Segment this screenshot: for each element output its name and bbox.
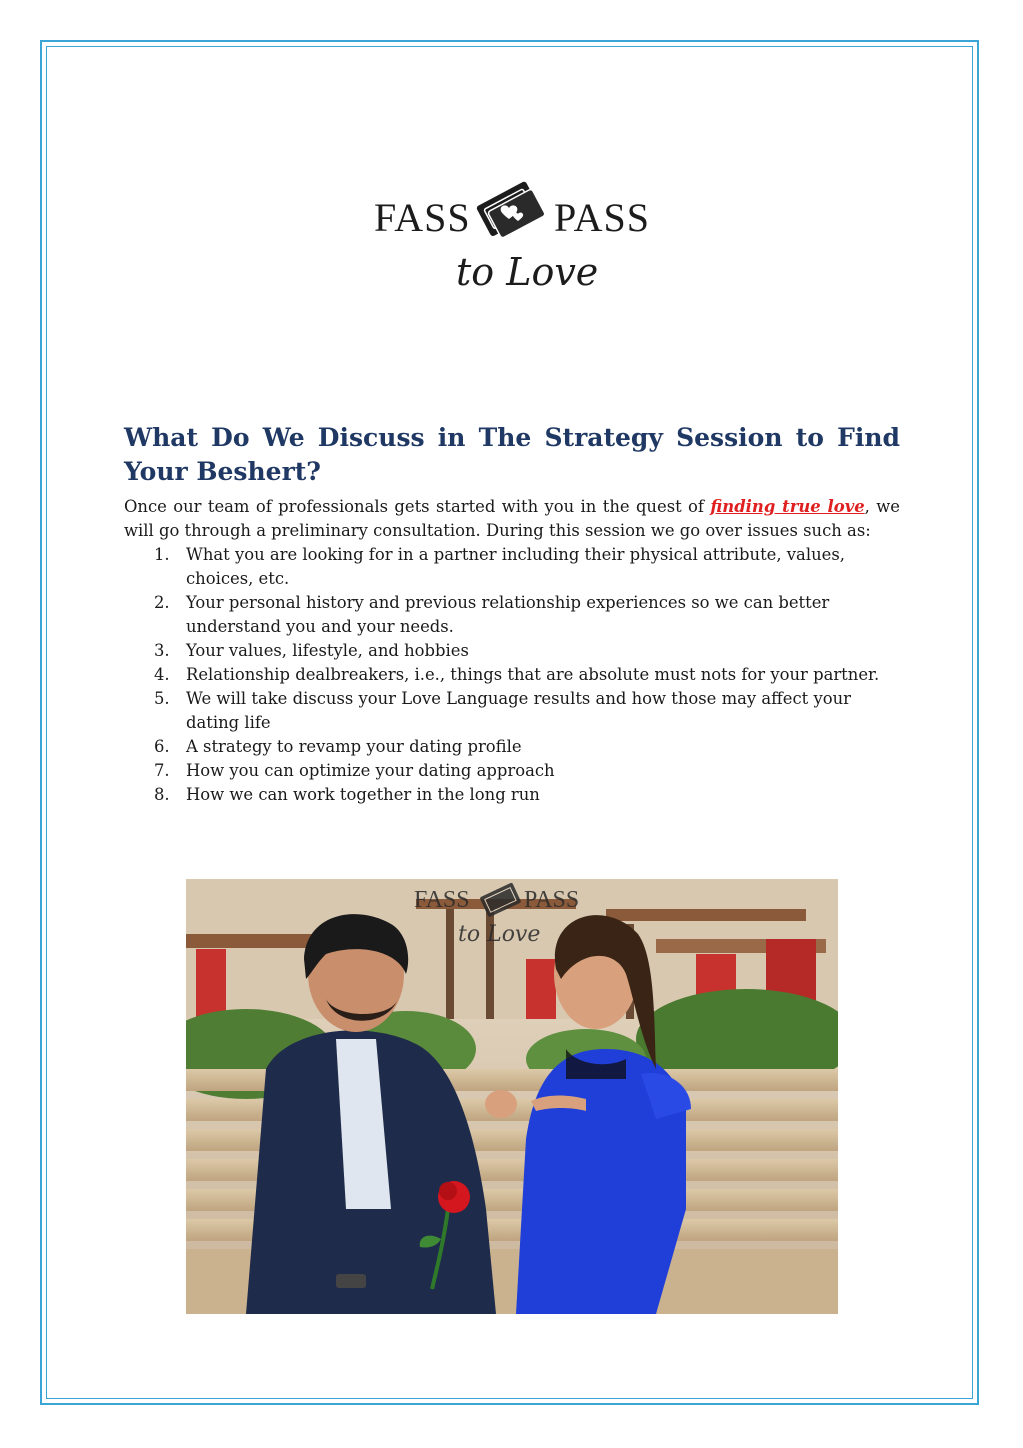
list-item <box>124 735 900 759</box>
fass-pass-logo <box>372 176 652 308</box>
intro-paragraph <box>124 495 900 543</box>
list-item-text: How we can work together in the long run <box>186 785 540 804</box>
finding-true-love-link[interactable]: finding true love <box>710 497 865 516</box>
list-item-number: 8. <box>154 785 170 804</box>
ticket-hearts-icon <box>476 178 550 244</box>
list-item-text: We will take discuss your Love Language results and how those may affect your dating life <box>186 689 851 732</box>
logo-script-to-love: to Love <box>456 250 599 294</box>
list-item <box>124 591 900 639</box>
list-item-number: 2. <box>154 593 170 612</box>
list-item <box>124 759 900 783</box>
watermark-script: to Love <box>458 922 541 947</box>
intro-text-before: Once our team of professionals gets started with you in the quest of <box>124 497 711 516</box>
list-item-number: 6. <box>154 737 170 756</box>
list-item <box>124 543 900 591</box>
intro-text-after: , we will go through a preliminary consultation. During this session we go over issues such as: <box>124 497 900 540</box>
list-item-number: 3. <box>154 641 170 660</box>
logo-word-fass: FASS <box>374 195 471 240</box>
list-item <box>124 639 900 663</box>
list-item-number: 7. <box>154 761 170 780</box>
discussion-list <box>124 543 900 807</box>
list-item-text: Relationship dealbreakers, i.e., things that are absolute must nots for your partner. <box>186 665 880 684</box>
couple-photo-illustration <box>186 879 838 1314</box>
list-item <box>124 663 900 687</box>
list-item <box>124 783 900 807</box>
couple-photo <box>186 879 838 1314</box>
watermark-word-fass: FASS <box>414 887 470 913</box>
list-item-number: 1. <box>154 545 170 564</box>
list-item-number: 5. <box>154 689 170 708</box>
article-heading: What Do We Discuss in The Strategy Session to Find Your Beshert? <box>124 423 900 486</box>
list-item-text: A strategy to revamp your dating profile <box>186 737 522 756</box>
list-item-text: What you are looking for in a partner including their physical attribute, values, choices, etc. <box>186 545 845 588</box>
list-item-text: Your values, lifestyle, and hobbies <box>186 641 469 660</box>
list-item-number: 4. <box>154 665 170 684</box>
list-item-text: How you can optimize your dating approach <box>186 761 555 780</box>
watermark-word-pass: PASS <box>524 887 580 913</box>
list-item <box>124 687 900 735</box>
logo-word-pass: PASS <box>554 195 650 240</box>
list-item-text: Your personal history and previous relationship experiences so we can better understand you and your needs. <box>186 593 830 636</box>
